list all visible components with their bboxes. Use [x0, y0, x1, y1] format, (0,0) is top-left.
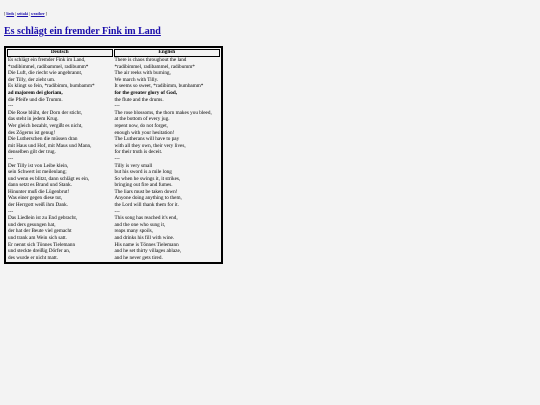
top-navigation — [4, 11, 47, 16]
german-line: und steckte dreißig Dörfer an, — [8, 248, 71, 255]
english-line: the Lord will thank them for it. — [114, 202, 179, 209]
english-line: --- — [114, 208, 120, 215]
table-row — [7, 216, 220, 222]
english-line: This song has reached it's end, — [114, 215, 178, 222]
german-line: Wer gleich bezahlt, vergißt es nicht, — [8, 122, 83, 129]
nav-link-lieds[interactable]: lieds — [6, 11, 15, 16]
german-line: --- — [8, 208, 14, 215]
english-line: and drinks his fill with wine. — [114, 235, 175, 242]
english-line: for the greater glory of God, — [114, 89, 178, 96]
page-title[interactable]: Es schlägt ein fremder Fink im Land — [4, 26, 161, 37]
english-line: but his sword is a mile long — [114, 169, 172, 176]
german-line: Die Lutherschen die müssen dran — [8, 136, 78, 143]
table-row — [7, 104, 220, 110]
german-line: sein Schwert ist meilenlang; — [8, 169, 67, 176]
english-line: Anyone doing anything to them, — [114, 195, 182, 202]
nav-bracket-open: [ — [4, 11, 6, 16]
german-line: Das Liedlein ist zu End gebracht, — [8, 215, 78, 222]
german-line: des Zögerns ist genug! — [8, 129, 56, 136]
german-line: der Tilly, der zieht um. — [8, 76, 56, 83]
nav-separator: | — [15, 11, 17, 16]
english-line: and he set thirty villages ablaze, — [114, 248, 182, 255]
english-line: the flute and the drums. — [114, 96, 164, 103]
table-row — [7, 91, 220, 97]
english-line: Tilly is very small — [114, 162, 153, 169]
german-line: der Herrgott weiß ihm Dank. — [8, 202, 68, 209]
german-line: Der Tilly ist von Leibe klein, — [8, 162, 69, 169]
english-line: The Lutherans will have to pay — [114, 136, 180, 143]
english-line: --- — [114, 103, 120, 110]
german-line: --- — [8, 155, 14, 162]
german-line: Die Luft, die riecht wie angebrannt, — [8, 70, 83, 77]
english-line: The air reeks with burning, — [114, 70, 171, 77]
nav-link-weather[interactable]: weather — [30, 11, 45, 16]
german-line: dann setzt es Brand und Stank. — [8, 182, 72, 189]
english-line: *radibimmel, radibammel, radibumm* — [114, 63, 195, 70]
english-line: and he never gets tired. — [114, 254, 163, 261]
column-header-english: English — [114, 49, 221, 57]
table-row — [7, 203, 220, 209]
english-line: It seems so sweet, *radibimm, bumbamm* — [114, 83, 204, 90]
german-line: Hinunter muß die Lügenbrut! — [8, 188, 70, 195]
english-line: --- — [114, 155, 120, 162]
nav-bracket-close: ] — [45, 11, 47, 16]
nav-separator: | — [29, 11, 31, 16]
german-line: --- — [8, 103, 14, 110]
lyrics-body — [7, 58, 220, 261]
german-line: des wurde er nicht matt. — [8, 254, 58, 261]
english-line: bringing out fire and fumes. — [114, 182, 173, 189]
table-row — [7, 236, 220, 242]
table-row — [7, 256, 220, 262]
table-row — [7, 124, 220, 130]
german-line: mit Haus und Hof, mit Maus und Mann, — [8, 142, 92, 149]
german-line: Was einer gegen diese tut, — [8, 195, 63, 202]
german-line: Die Rose blüht, der Dorn der sticht, — [8, 109, 83, 116]
lyrics-table — [4, 46, 223, 264]
german-line: und ders gesungen hat, — [8, 221, 56, 228]
table-row — [7, 98, 220, 104]
english-line: for their truth is deceit. — [114, 149, 163, 156]
english-line: enough with your hesitation! — [114, 129, 175, 136]
german-line: der hat der Beute viel gemacht — [8, 228, 72, 235]
german-line: Es klingt so fein, *radibimm, bumbamm* — [8, 83, 95, 90]
german-line: und trank am Wein sich satt. — [8, 235, 67, 242]
column-header-deutsch: Deutsch — [7, 49, 113, 57]
english-line: The rose blossoms, the thorn makes you bleed, — [114, 109, 212, 116]
table-row — [7, 249, 220, 255]
german-line: die Pfeife und die Trumm. — [8, 96, 63, 103]
table-header-row — [7, 49, 220, 57]
english-line: at the bottom of every jug. — [114, 116, 170, 123]
table-row — [7, 137, 220, 143]
table-row — [7, 150, 220, 156]
german-line: und wenn es blitzt, dann schlägt es ein, — [8, 175, 90, 182]
english-line: The liars must be taken down! — [114, 188, 178, 195]
german-line: *radibimmel, radibammel, radibumm* — [8, 63, 89, 70]
english-line: We march with Tilly. — [114, 76, 159, 83]
table-row — [7, 71, 220, 77]
english-line: repent now, do not forget, — [114, 122, 168, 129]
english-line: There is chaos throughout the land — [114, 57, 187, 63]
german-line: das steht in jedem Krug. — [8, 116, 59, 123]
english-line: reaps many spoils, — [114, 228, 153, 235]
german-line: Es schlägt ein fremder Fink im Land, — [8, 57, 86, 63]
english-line: and the one who sung it, — [114, 221, 166, 228]
english-line: with all they own, their very lives, — [114, 142, 186, 149]
german-line: denselben gilt der trug. — [8, 149, 56, 156]
table-row — [7, 170, 220, 176]
table-row — [7, 157, 220, 163]
english-line: So when he swings it, it strikes, — [114, 175, 181, 182]
german-line: ad majorem dei gloriam, — [8, 89, 63, 96]
english-line: His name is Tönnes Tielemann — [114, 241, 179, 248]
table-row — [7, 58, 220, 64]
german-line: Er nennt sich Tönnes Tielemann — [8, 241, 76, 248]
nav-link-seitaki[interactable]: seitaki — [16, 11, 29, 16]
